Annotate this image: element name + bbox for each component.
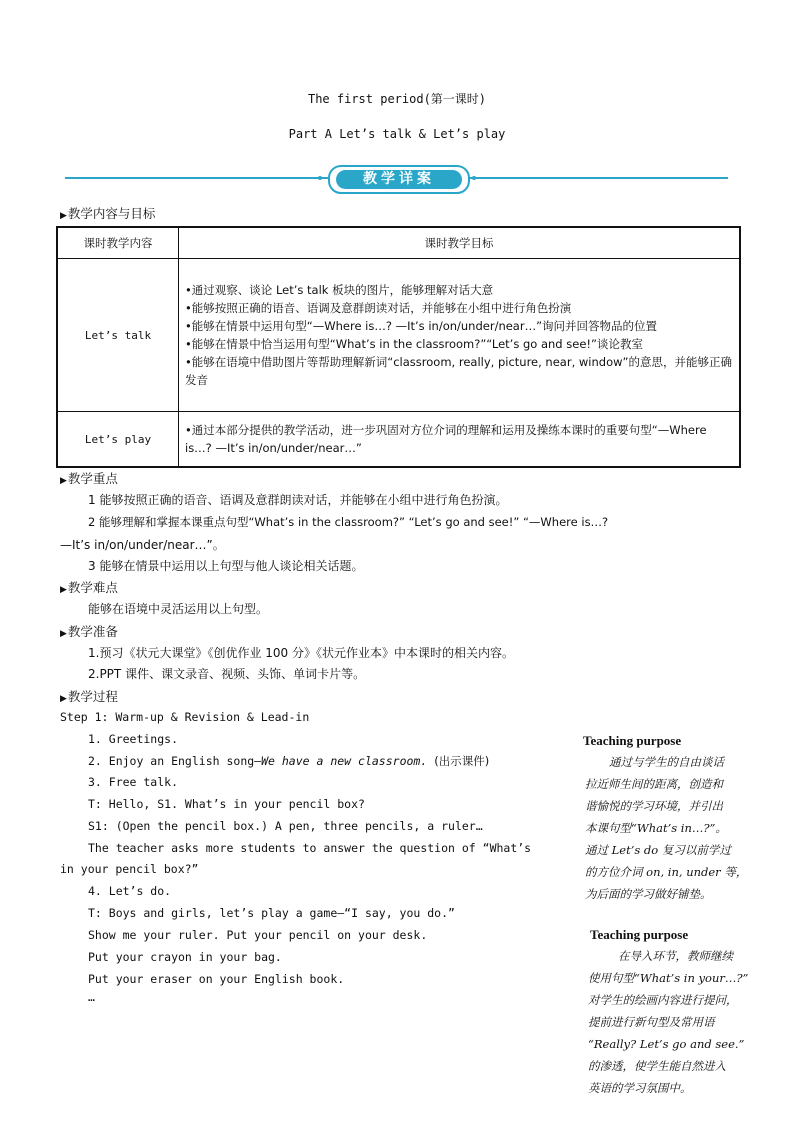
goal-item: •通过观察、谈论 Let’s talk 板块的图片，能够理解对话大意 bbox=[185, 283, 494, 297]
keypoints-heading bbox=[60, 469, 118, 487]
song-note: (出示课件) bbox=[434, 754, 490, 768]
table-row bbox=[57, 259, 740, 412]
side-note-title-1: Teaching purpose bbox=[583, 733, 682, 748]
header-cell-goals: 课时教学目标 bbox=[179, 227, 741, 259]
preparation-item-1: 1.预习《状元大课堂》《创优作业 100 分》《状元作业本》中本课时的相关内容。 bbox=[88, 646, 514, 660]
keypoint-1: 1 能够按照正确的语音、语调及意群朗读对话，并能够在小组中进行角色扮演。 bbox=[88, 493, 508, 507]
triangle-icon: ▶ bbox=[60, 585, 67, 595]
side-note-line: 拉近师生间的距离，创造和 bbox=[585, 777, 723, 791]
song-prefix: 2. Enjoy an English song— bbox=[88, 754, 262, 768]
side-note-line: 通过与学生的自由谈话 bbox=[609, 755, 724, 769]
triangle-icon: ▶ bbox=[60, 694, 67, 704]
table-row bbox=[57, 412, 740, 468]
side-note-line: 英语的学习氛围中。 bbox=[588, 1081, 692, 1095]
triangle-icon: ▶ bbox=[60, 629, 67, 639]
process-line: … bbox=[88, 990, 95, 1004]
section-banner bbox=[328, 165, 470, 194]
goals-heading bbox=[60, 204, 155, 222]
difficulties-heading bbox=[60, 578, 118, 596]
side-note-line: 的渗透，使学生能自然进入 bbox=[588, 1059, 726, 1073]
banner-dot-left bbox=[318, 176, 322, 180]
process-line: S1: (Open the pencil box.) A pen, three pencils, a ruler… bbox=[88, 819, 483, 833]
side-note-body-1 bbox=[585, 751, 755, 905]
keypoint-3: 3 能够在情景中运用以上句型与他人谈论相关话题。 bbox=[88, 559, 364, 573]
process-line-song bbox=[88, 753, 489, 769]
goal-item: •能够在语境中借助图片等帮助理解新词“classroom, really, picture, near, window”的意思，并能够正确发音 bbox=[185, 355, 732, 387]
process-line: T: Hello, S1. What’s in your pencil box? bbox=[88, 797, 365, 811]
keypoint-2: 2 能够理解和掌握本课重点句型“What’s in the classroom?” “Let’s go and see!” “—Where is…? bbox=[88, 515, 609, 529]
row-goals-play bbox=[179, 412, 741, 468]
side-note-title-2: Teaching purpose bbox=[590, 927, 689, 942]
side-note-line: 对学生的绘画内容进行提问， bbox=[588, 993, 738, 1007]
keypoint-2-cont: —It’s in/on/under/near…”。 bbox=[60, 538, 225, 552]
preparation-item-2: 2.PPT 课件、课文录音、视频、头饰、单词卡片等。 bbox=[88, 667, 366, 681]
side-note-body-2 bbox=[588, 945, 758, 1099]
process-line: The teacher asks more students to answer the question of “What’s bbox=[88, 841, 532, 855]
process-line: Show me your ruler. Put your pencil on your desk. bbox=[88, 928, 428, 942]
process-line: Put your crayon in your bag. bbox=[88, 950, 282, 964]
side-note-line: 本课句型“What’s in…?”。 bbox=[585, 821, 727, 835]
lesson-title: The first period(第一课时) bbox=[307, 92, 487, 106]
banner-label: 教学详案 bbox=[336, 170, 462, 189]
banner-line-left bbox=[65, 177, 328, 179]
triangle-icon: ▶ bbox=[60, 476, 67, 486]
goals-heading-text: 教学内容与目标 bbox=[67, 206, 156, 221]
process-line: Put your eraser on your English book. bbox=[88, 972, 345, 986]
triangle-icon: ▶ bbox=[60, 211, 67, 221]
keypoints-heading-text: 教学重点 bbox=[67, 471, 118, 486]
preparation-heading bbox=[60, 622, 118, 640]
process-heading-text: 教学过程 bbox=[67, 689, 118, 704]
song-title: We have a new classroom. bbox=[261, 754, 428, 768]
side-note-line: 谐愉悦的学习环境，并引出 bbox=[585, 799, 723, 813]
header-cell-content: 课时教学内容 bbox=[57, 227, 179, 259]
lesson-subtitle: Part A Let’s talk & Let’s play bbox=[288, 127, 506, 141]
row-content-play: Let’s play bbox=[57, 412, 179, 468]
difficulties-text: 能够在语境中灵活运用以上句型。 bbox=[88, 602, 269, 616]
process-heading bbox=[60, 687, 118, 705]
process-line: T: Boys and girls, let’s play a game—“I say, you do.” bbox=[88, 906, 455, 920]
step-title: Step 1: Warm-up & Revision & Lead-in bbox=[60, 710, 310, 724]
goal-item: •能够在情景中运用句型“—Where is…? —It’s in/on/under/near…”询问并回答物品的位置 bbox=[185, 319, 658, 333]
banner-dot-right bbox=[472, 176, 476, 180]
side-note-line: 的方位介词 on, in, under 等， bbox=[585, 865, 748, 879]
process-line: 3. Free talk. bbox=[88, 775, 179, 789]
process-line: 1. Greetings. bbox=[88, 732, 179, 746]
side-note-line: 提前进行新句型及常用语 bbox=[588, 1015, 715, 1029]
goals-table bbox=[56, 226, 741, 468]
banner-line-right bbox=[466, 177, 728, 179]
goal-item: •能够在情景中恰当运用句型“What’s in the classroom?”“Let’s go and see!”谈论教室 bbox=[185, 337, 643, 351]
row-content-talk: Let’s talk bbox=[57, 259, 179, 412]
difficulties-heading-text: 教学难点 bbox=[67, 580, 118, 595]
goal-item: •能够按照正确的语音、语调及意群朗读对话，并能够在小组中进行角色扮演 bbox=[185, 301, 572, 315]
side-note-line: “Really? Let’s go and see.” bbox=[588, 1037, 745, 1051]
process-line: 4. Let’s do. bbox=[88, 884, 172, 898]
preparation-heading-text: 教学准备 bbox=[67, 624, 118, 639]
side-note-line: 使用句型“What’s in your…?” bbox=[588, 971, 749, 985]
side-note-line: 为后面的学习做好铺垫。 bbox=[585, 887, 712, 901]
side-note-line: 在导入环节，教师继续 bbox=[618, 949, 733, 963]
table-header-row bbox=[57, 227, 740, 259]
goal-item: •通过本部分提供的教学活动，进一步巩固对方位介词的理解和运用及操练本课时的重要句型“—Where is…? —It’s in/on/under/near…” bbox=[185, 423, 707, 455]
row-goals-talk bbox=[179, 259, 741, 412]
side-note-line: 通过 Let’s do 复习以前学过 bbox=[585, 843, 731, 857]
process-line: in your pencil box?” bbox=[60, 862, 199, 876]
